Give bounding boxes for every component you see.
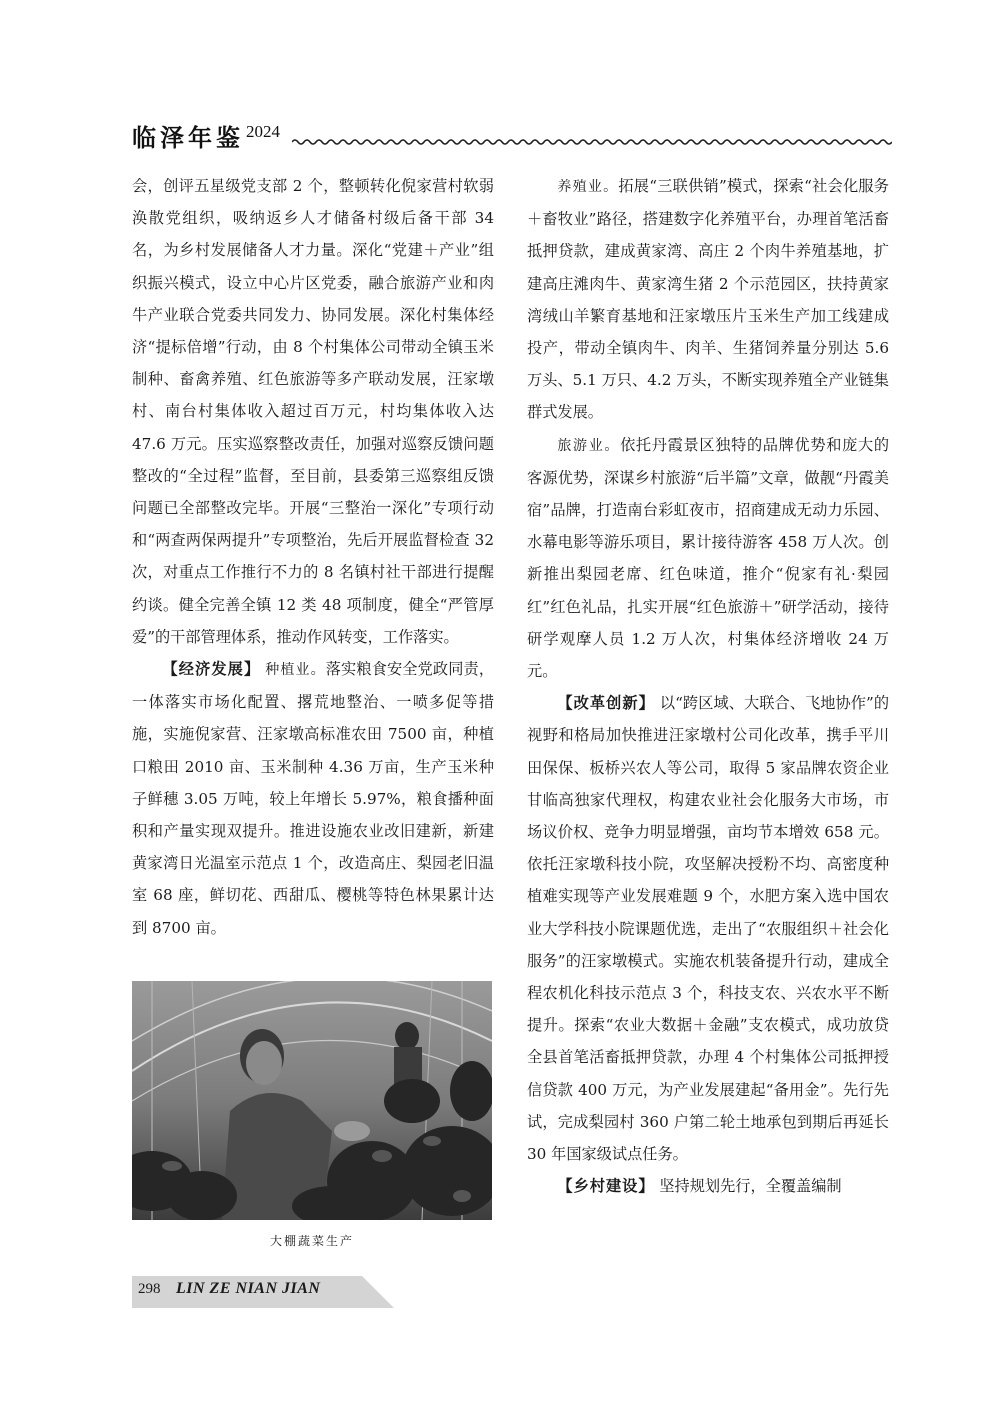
subheading-livestock: 养殖业。: [557, 179, 619, 195]
paragraph-livestock-text: 拓展“三联供销”模式，探索“社会化服务＋畜牧业”路径，搭建数字化养殖平台，办理首笔活畜抵押贷款，建成黄家湾、高庄 2 个肉牛养殖基地，扩建高庄滩肉牛、黄家湾生猪 2 个示范园区，扶持黄家湾绒山羊繁育基地和汪家墩压片玉米生产加工线建成投产，带动全镇肉牛、肉羊、生猪饲养量分别达 5.6 万头、5.1 万只、4.2 万头，不断实现养殖全产业链集群式发展。: [527, 177, 889, 422]
section-heading-reform-innovation: 【改革创新】: [557, 694, 655, 713]
paragraph-tourism: [527, 429, 889, 688]
paragraph-rural-construction: [527, 1170, 889, 1202]
paragraph-economic-development: [132, 653, 494, 944]
running-header: [132, 112, 892, 152]
header-wavy-rule: [292, 138, 892, 146]
footer-brand: LIN ZE NIAN JIAN: [176, 1280, 321, 1297]
paragraph-party-building-cont: 会，创评五星级党支部 2 个，整顿转化倪家营村软弱涣散党组织，吸纳返乡人才储备村级后备干部 34 名，为乡村发展储备人才力量。深化“党建＋产业”组织振兴模式，设立中心片区党委，融合旅游产业和肉牛产业联合党委共同发力、协同发展。深化村集体经济“提标倍增”行动，由 8 个村集体公司带动全镇玉米制种、畜禽养殖、红色旅游等多产联动发展，汪家墩村、南台村集体收入超过百万元，村均集体收入达 47.6 万元。压实巡察整改责任，加强对巡察反馈问题整改的“全过程”监督，至目前，县委第三巡察组反馈问题已全部整改完毕。开展“三整治一深化”专项行动和“两查两保两提升”专项整治，先后开展监督检查 32 次，对重点工作推行不力的 8 名镇村社干部进行提醒约谈。健全完善全镇 12 类 48 项制度，健全“严管厚爱”的干部管理体系，推动作风转变，工作落实。: [132, 177, 494, 646]
section-heading-economic-development: 【经济发展】: [162, 660, 261, 679]
right-column: [527, 170, 889, 1203]
greenhouse-photo-image: [132, 981, 492, 1220]
greenhouse-vegetable-photo: [132, 981, 492, 1220]
paragraph-reform-innovation: [527, 687, 889, 1170]
section-heading-rural-construction: 【乡村建设】: [557, 1177, 655, 1196]
paragraph-livestock: [527, 170, 889, 429]
left-column: [132, 170, 494, 944]
paragraph-planting-text: 落实粮食安全党政同责，一体落实市场化配置、撂荒地整治、一喷多促等措施，实施倪家营、汪家墩高标准农田 7500 亩，种植口粮田 2010 亩、玉米制种 4.36 万亩，生产玉米种子鲜穗 3.05 万吨，较上年增长 5.97%，粮食播种面积和产量实现双提升。推进设施农业改旧建新，新建黄家湾日光温室示范点 1 个，改造高庄、梨园老旧温室 68 座，鲜切花、西甜瓜、樱桃等特色林果累计达到 8700 亩。: [132, 660, 495, 937]
subheading-planting: 种植业。: [265, 662, 326, 679]
yearbook-year: 2024: [246, 122, 280, 141]
yearbook-title: 临泽年鉴: [132, 123, 244, 152]
paragraph-rural-text: 坚持规划先行，全覆盖编制: [659, 1177, 842, 1196]
photo-caption: 大棚蔬菜生产: [269, 1234, 354, 1248]
subheading-tourism: 旅游业。: [557, 437, 621, 454]
page-number: 298: [138, 1281, 161, 1297]
paragraph-tourism-text: 依托丹霞景区独特的品牌优势和庞大的客源优势，深谋乡村旅游“后半篇”文章，做靓“丹霞美宿”品牌，打造南台彩虹夜市，招商建成无动力乐园、水幕电影等游乐项目，累计接待游客 458 万人次。创新推出梨园老席、红色味道，推介“倪家有礼·梨园红”红色礼品，扎实开展“红色旅游＋”研学活动，接待研学观摩人员 1.2 万人次，村集体经济增收 24 万元。: [527, 435, 890, 681]
paragraph-reform-text: 以“跨区域、大联合、飞地协作”的视野和格局加快推进汪家墩村公司化改革，携手平川田保保、板桥兴农人等公司，取得 5 家品牌农资企业甘临高独家代理权，构建农业社会化服务大市场，市场议价权、竞争力明显增强，亩均节本增效 658 元。依托汪家墩科技小院，攻坚解决授粉不均、高密度种植难实现等产业发展难题 9 个，水肥方案入选中国农业大学科技小院课题优选，走出了“农服组织＋社会化服务”的汪家墩模式。实施农机装备提升行动，建成全程农机化科技示范点 3 个，科技支农、兴农水平不断提升。探索“农业大数据＋金融”支农模式，成功放贷全县首笔活畜抵押贷款，办理 4 个村集体公司抵押授信贷款 400 万元，为产业发展建起“备用金”。先行先试，完成梨园村 360 户第二轮土地承包到期后再延长 30 年国家级试点任务。: [527, 694, 890, 1164]
running-footer: [132, 1276, 402, 1308]
